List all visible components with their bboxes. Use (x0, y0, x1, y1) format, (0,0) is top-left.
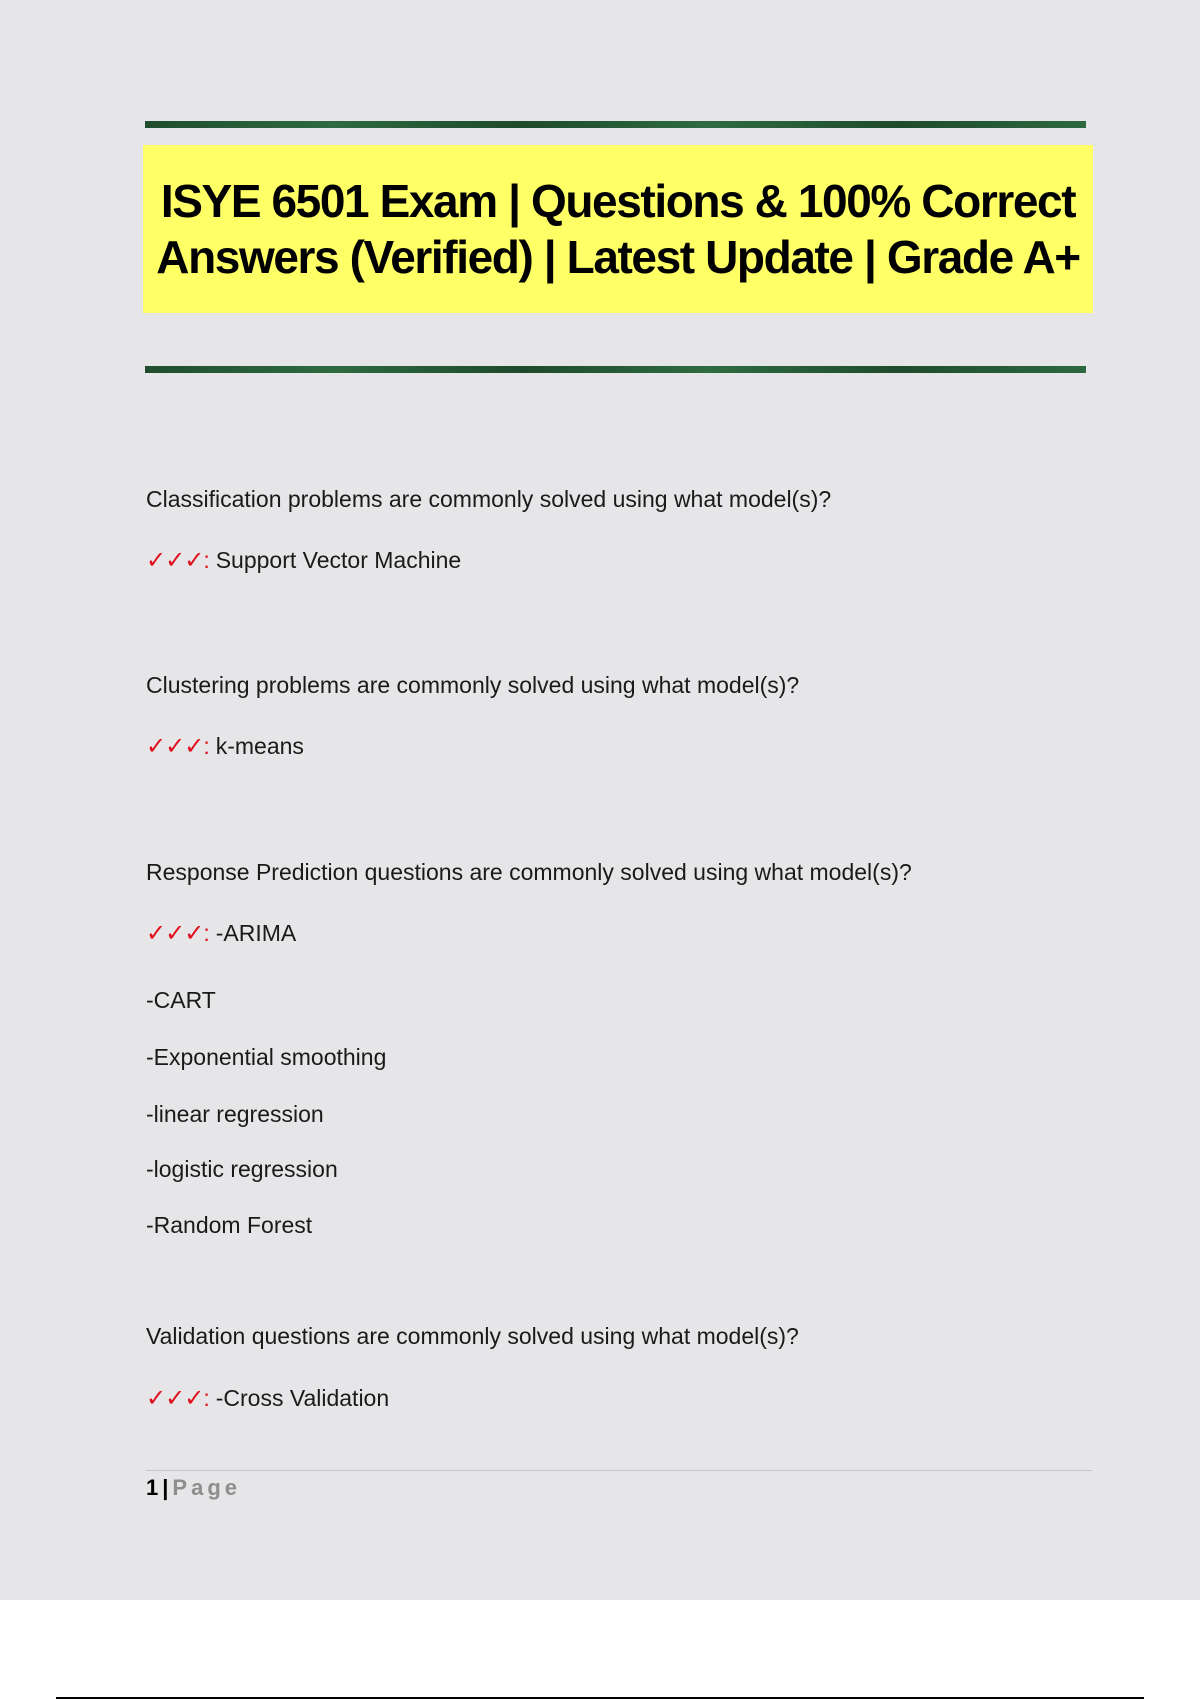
title-highlight-box (143, 145, 1093, 313)
answer-3-line-4: -linear regression (146, 1101, 324, 1127)
page-footer (146, 1475, 241, 1501)
check-marks-icon: ✓✓✓ (146, 1384, 204, 1412)
check-marks-icon: ✓✓✓ (146, 919, 204, 947)
answer-text: k-means (215, 733, 304, 759)
bottom-green-rule (145, 366, 1086, 373)
answer-colon: : (203, 1385, 210, 1411)
answer-text: Support Vector Machine (215, 547, 462, 573)
page-word: Page (172, 1475, 241, 1500)
answer-colon: : (203, 733, 210, 759)
answer-1 (146, 546, 461, 574)
question-1: Classification problems are commonly solved using what model(s)? (146, 486, 832, 512)
footer-separator: | (162, 1475, 169, 1500)
answer-text: -ARIMA (215, 920, 297, 946)
next-page-top-rule (56, 1697, 1144, 1699)
check-marks-icon: ✓✓✓ (146, 732, 204, 760)
answer-2 (146, 732, 304, 760)
check-marks-icon: ✓✓✓ (146, 546, 204, 574)
answer-3 (146, 919, 296, 947)
answer-text: -Cross Validation (215, 1385, 390, 1411)
top-green-rule (145, 121, 1086, 128)
footer-divider (146, 1470, 1092, 1471)
answer-3-line-3: -Exponential smoothing (146, 1044, 387, 1070)
answer-3-line-2: -CART (146, 987, 216, 1013)
question-3: Response Prediction questions are commonly solved using what model(s)? (146, 859, 912, 885)
answer-3-line-5: -logistic regression (146, 1156, 338, 1182)
answer-3-line-6: -Random Forest (146, 1212, 313, 1238)
question-4: Validation questions are commonly solved using what model(s)? (146, 1323, 799, 1349)
document-title: ISYE 6501 Exam | Questions & 100% Correct Answers (Verified) | Latest Update | Grade A+ (156, 175, 1080, 283)
answer-4 (146, 1384, 389, 1412)
answer-colon: : (203, 920, 210, 946)
page-number: 1 (146, 1475, 159, 1500)
question-2: Clustering problems are commonly solved using what model(s)? (146, 672, 800, 698)
answer-colon: : (203, 547, 210, 573)
